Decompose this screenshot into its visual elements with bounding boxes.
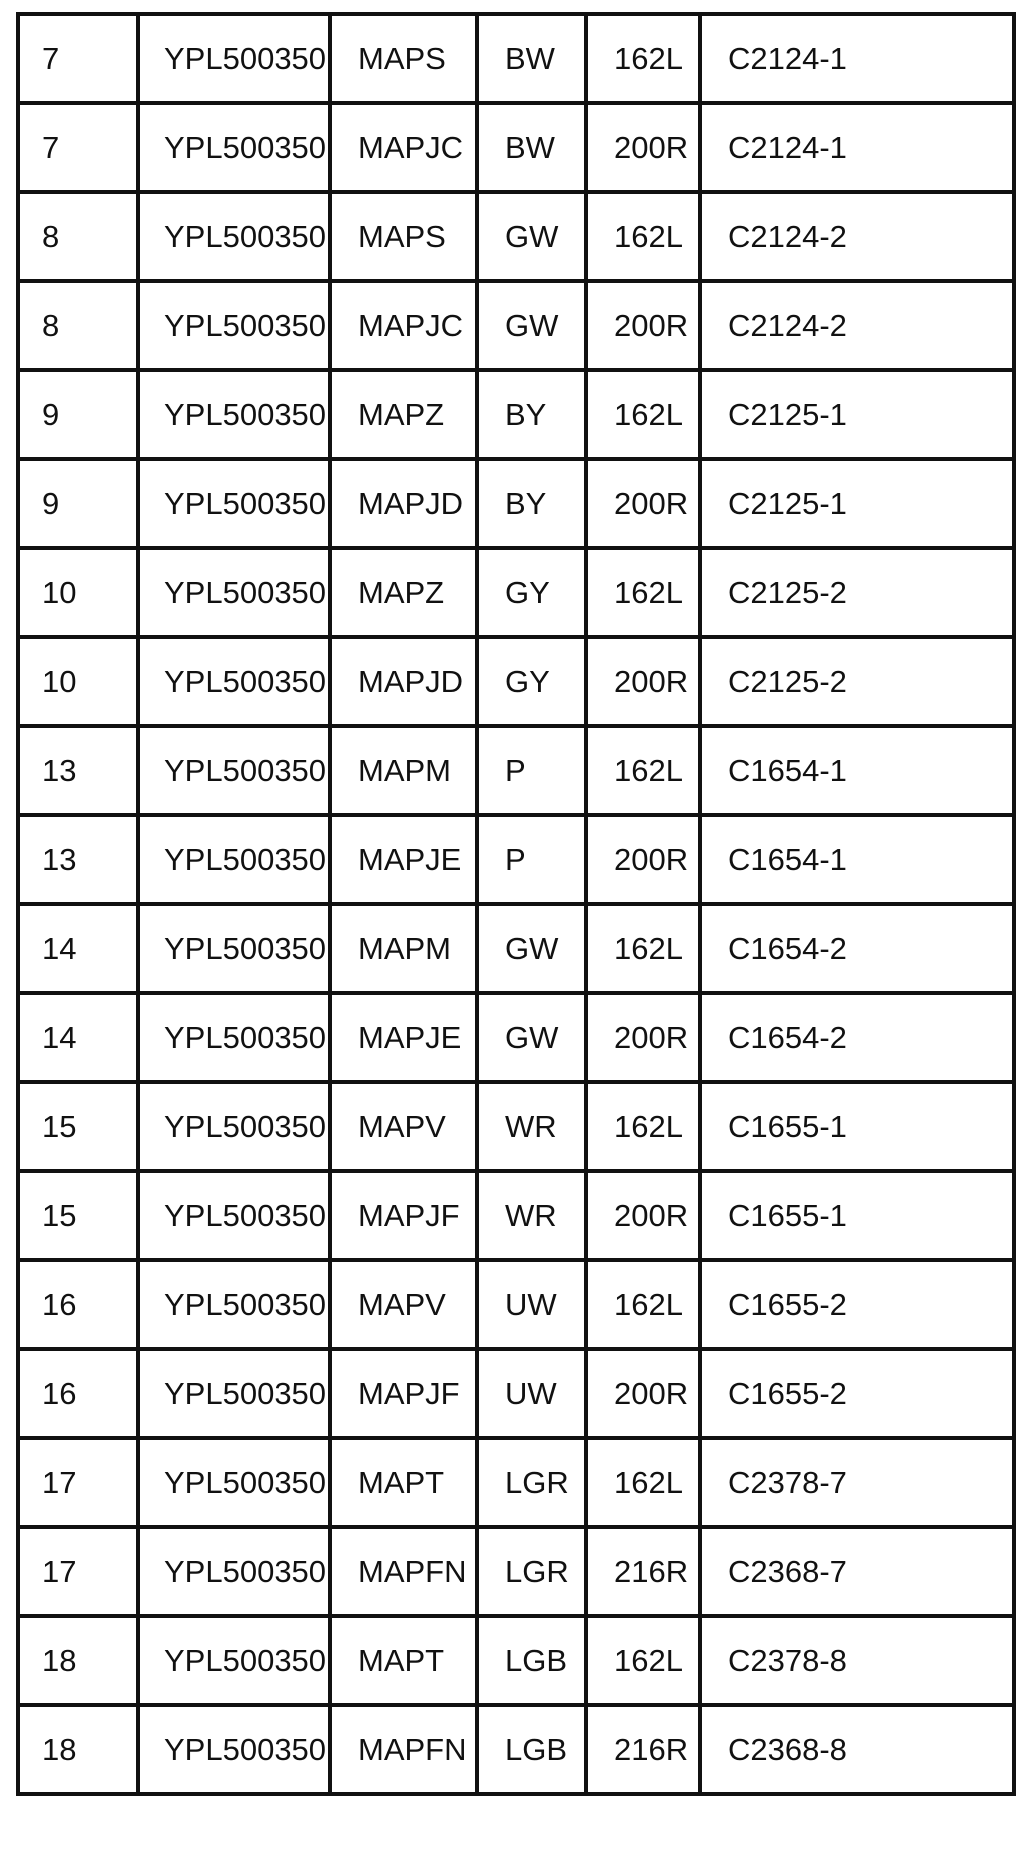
- position-cell: 162L: [586, 370, 700, 459]
- reference-cell: C2125-1: [700, 459, 1014, 548]
- color-code-cell: P: [477, 815, 586, 904]
- reference-cell: C1654-2: [700, 904, 1014, 993]
- color-code-cell: UW: [477, 1349, 586, 1438]
- color-code-cell: UW: [477, 1260, 586, 1349]
- row-number-cell: 7: [18, 103, 138, 192]
- reference-cell: C2378-8: [700, 1616, 1014, 1705]
- color-code-cell: WR: [477, 1171, 586, 1260]
- reference-cell: C2125-2: [700, 637, 1014, 726]
- part-number-cell: YPL500350: [138, 192, 330, 281]
- reference-cell: C1654-1: [700, 726, 1014, 815]
- part-number-cell: YPL500350: [138, 637, 330, 726]
- map-code-cell: MAPS: [330, 192, 477, 281]
- map-code-cell: MAPV: [330, 1260, 477, 1349]
- part-number-cell: YPL500350: [138, 459, 330, 548]
- part-number-cell: YPL500350: [138, 1171, 330, 1260]
- table-row: [18, 815, 1014, 904]
- reference-cell: C2124-1: [700, 103, 1014, 192]
- map-code-cell: MAPJF: [330, 1349, 477, 1438]
- reference-cell: C1655-2: [700, 1260, 1014, 1349]
- table-row: [18, 14, 1014, 103]
- map-code-cell: MAPJE: [330, 815, 477, 904]
- table-row: [18, 1260, 1014, 1349]
- row-number-cell: 16: [18, 1260, 138, 1349]
- table-row: [18, 637, 1014, 726]
- row-number-cell: 17: [18, 1527, 138, 1616]
- position-cell: 200R: [586, 637, 700, 726]
- table-row: [18, 726, 1014, 815]
- part-number-cell: YPL500350: [138, 1438, 330, 1527]
- row-number-cell: 17: [18, 1438, 138, 1527]
- table-row: [18, 192, 1014, 281]
- part-number-cell: YPL500350: [138, 548, 330, 637]
- part-number-cell: YPL500350: [138, 1705, 330, 1794]
- table-row: [18, 103, 1014, 192]
- row-number-cell: 16: [18, 1349, 138, 1438]
- part-number-cell: YPL500350: [138, 1082, 330, 1171]
- part-number-cell: YPL500350: [138, 904, 330, 993]
- map-code-cell: MAPFN: [330, 1705, 477, 1794]
- map-code-cell: MAPZ: [330, 548, 477, 637]
- parts-table: [16, 12, 1016, 1796]
- table-row: [18, 370, 1014, 459]
- map-code-cell: MAPZ: [330, 370, 477, 459]
- map-code-cell: MAPJC: [330, 103, 477, 192]
- map-code-cell: MAPS: [330, 14, 477, 103]
- position-cell: 162L: [586, 1260, 700, 1349]
- position-cell: 162L: [586, 1082, 700, 1171]
- map-code-cell: MAPM: [330, 726, 477, 815]
- part-number-cell: YPL500350: [138, 1349, 330, 1438]
- table-row: [18, 1705, 1014, 1794]
- reference-cell: C1655-1: [700, 1082, 1014, 1171]
- map-code-cell: MAPV: [330, 1082, 477, 1171]
- part-number-cell: YPL500350: [138, 815, 330, 904]
- map-code-cell: MAPJC: [330, 281, 477, 370]
- position-cell: 216R: [586, 1527, 700, 1616]
- row-number-cell: 9: [18, 370, 138, 459]
- row-number-cell: 14: [18, 993, 138, 1082]
- position-cell: 162L: [586, 548, 700, 637]
- row-number-cell: 15: [18, 1082, 138, 1171]
- row-number-cell: 10: [18, 637, 138, 726]
- reference-cell: C2378-7: [700, 1438, 1014, 1527]
- row-number-cell: 9: [18, 459, 138, 548]
- color-code-cell: BY: [477, 370, 586, 459]
- part-number-cell: YPL500350: [138, 103, 330, 192]
- map-code-cell: MAPFN: [330, 1527, 477, 1616]
- reference-cell: C2124-2: [700, 281, 1014, 370]
- position-cell: 162L: [586, 192, 700, 281]
- color-code-cell: LGB: [477, 1616, 586, 1705]
- table-row: [18, 281, 1014, 370]
- position-cell: 200R: [586, 1349, 700, 1438]
- color-code-cell: GY: [477, 637, 586, 726]
- row-number-cell: 18: [18, 1705, 138, 1794]
- color-code-cell: BW: [477, 14, 586, 103]
- color-code-cell: LGR: [477, 1527, 586, 1616]
- table-row: [18, 1527, 1014, 1616]
- reference-cell: C2125-2: [700, 548, 1014, 637]
- table-row: [18, 993, 1014, 1082]
- position-cell: 200R: [586, 103, 700, 192]
- row-number-cell: 8: [18, 281, 138, 370]
- position-cell: 162L: [586, 1616, 700, 1705]
- position-cell: 200R: [586, 281, 700, 370]
- position-cell: 200R: [586, 459, 700, 548]
- position-cell: 200R: [586, 815, 700, 904]
- part-number-cell: YPL500350: [138, 1616, 330, 1705]
- part-number-cell: YPL500350: [138, 14, 330, 103]
- part-number-cell: YPL500350: [138, 370, 330, 459]
- reference-cell: C2368-8: [700, 1705, 1014, 1794]
- part-number-cell: YPL500350: [138, 1260, 330, 1349]
- reference-cell: C2124-2: [700, 192, 1014, 281]
- map-code-cell: MAPM: [330, 904, 477, 993]
- reference-cell: C2125-1: [700, 370, 1014, 459]
- map-code-cell: MAPJF: [330, 1171, 477, 1260]
- color-code-cell: LGR: [477, 1438, 586, 1527]
- color-code-cell: BW: [477, 103, 586, 192]
- row-number-cell: 15: [18, 1171, 138, 1260]
- table-body: [18, 14, 1014, 1794]
- reference-cell: C2124-1: [700, 14, 1014, 103]
- reference-cell: C1655-2: [700, 1349, 1014, 1438]
- row-number-cell: 18: [18, 1616, 138, 1705]
- part-number-cell: YPL500350: [138, 281, 330, 370]
- table-row: [18, 1082, 1014, 1171]
- position-cell: 200R: [586, 993, 700, 1082]
- table-row: [18, 1438, 1014, 1527]
- color-code-cell: WR: [477, 1082, 586, 1171]
- color-code-cell: LGB: [477, 1705, 586, 1794]
- part-number-cell: YPL500350: [138, 1527, 330, 1616]
- row-number-cell: 13: [18, 815, 138, 904]
- reference-cell: C1654-1: [700, 815, 1014, 904]
- map-code-cell: MAPJE: [330, 993, 477, 1082]
- position-cell: 162L: [586, 14, 700, 103]
- color-code-cell: GW: [477, 904, 586, 993]
- row-number-cell: 7: [18, 14, 138, 103]
- color-code-cell: GW: [477, 192, 586, 281]
- reference-cell: C1655-1: [700, 1171, 1014, 1260]
- row-number-cell: 8: [18, 192, 138, 281]
- row-number-cell: 13: [18, 726, 138, 815]
- map-code-cell: MAPJD: [330, 637, 477, 726]
- row-number-cell: 10: [18, 548, 138, 637]
- position-cell: 216R: [586, 1705, 700, 1794]
- color-code-cell: GW: [477, 993, 586, 1082]
- table-row: [18, 1616, 1014, 1705]
- position-cell: 162L: [586, 904, 700, 993]
- table-row: [18, 459, 1014, 548]
- position-cell: 200R: [586, 1171, 700, 1260]
- table-row: [18, 1349, 1014, 1438]
- map-code-cell: MAPJD: [330, 459, 477, 548]
- reference-cell: C2368-7: [700, 1527, 1014, 1616]
- reference-cell: C1654-2: [700, 993, 1014, 1082]
- table-row: [18, 1171, 1014, 1260]
- row-number-cell: 14: [18, 904, 138, 993]
- position-cell: 162L: [586, 726, 700, 815]
- part-number-cell: YPL500350: [138, 726, 330, 815]
- map-code-cell: MAPT: [330, 1616, 477, 1705]
- color-code-cell: BY: [477, 459, 586, 548]
- color-code-cell: GW: [477, 281, 586, 370]
- table-row: [18, 548, 1014, 637]
- position-cell: 162L: [586, 1438, 700, 1527]
- map-code-cell: MAPT: [330, 1438, 477, 1527]
- color-code-cell: GY: [477, 548, 586, 637]
- part-number-cell: YPL500350: [138, 993, 330, 1082]
- color-code-cell: P: [477, 726, 586, 815]
- table-row: [18, 904, 1014, 993]
